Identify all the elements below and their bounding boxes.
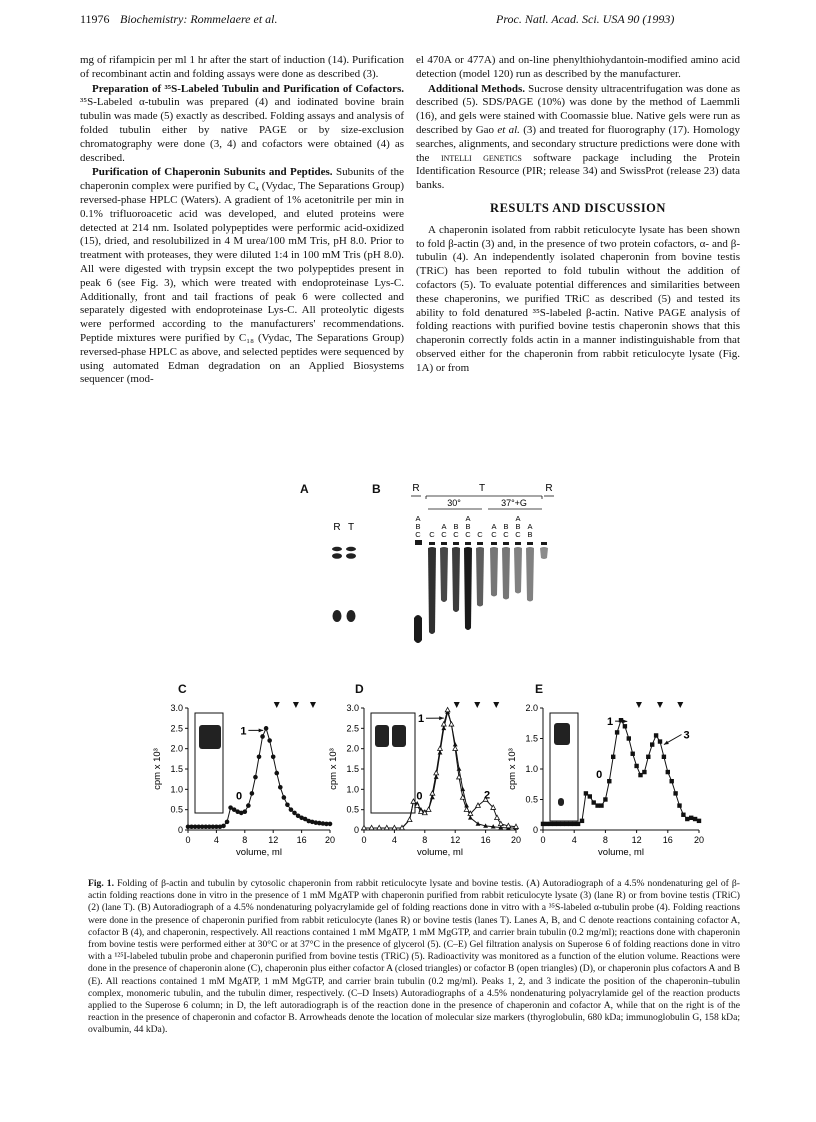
panel-d-label: D <box>355 682 364 696</box>
data-point <box>289 807 294 812</box>
inset-autoradiograph <box>550 713 578 821</box>
lane-label: A <box>465 514 471 523</box>
x-tick-label: 12 <box>268 835 279 845</box>
y-tick-label: 0.5 <box>346 804 359 815</box>
data-point <box>681 813 685 817</box>
data-point <box>250 791 255 796</box>
lane-label: C <box>453 530 459 539</box>
x-tick-label: 12 <box>631 835 642 845</box>
size-marker-arrowhead <box>657 702 663 708</box>
size-marker-arrowhead <box>310 702 316 708</box>
section-title: RESULTS AND DISCUSSION <box>490 200 666 215</box>
x-axis-label: volume, ml <box>417 847 463 858</box>
data-point <box>495 815 500 819</box>
x-tick-label: 16 <box>296 835 307 845</box>
peak-annotation: 2 <box>484 789 491 802</box>
y-tick-label: 1.5 <box>346 764 359 774</box>
y-tick-label: 2.0 <box>525 703 538 713</box>
y-axis-label: cpm x 10³ <box>507 748 518 790</box>
size-marker-arrowhead <box>493 702 499 708</box>
annotation-arrowhead <box>259 728 264 732</box>
temp-label-30: 30° <box>447 498 461 508</box>
y-tick-label: 0.5 <box>170 804 183 815</box>
y-tick-label: 2.0 <box>346 743 359 754</box>
size-marker-arrowhead <box>454 702 460 708</box>
data-point <box>426 807 431 811</box>
y-tick-label: 0.5 <box>525 794 538 805</box>
data-point <box>274 771 279 776</box>
data-point <box>662 755 666 759</box>
x-tick-label: 16 <box>480 835 491 845</box>
data-point <box>611 755 615 759</box>
chart-panel-c <box>150 700 335 872</box>
data-point <box>634 764 638 768</box>
data-point <box>599 803 603 807</box>
panel-a-gel <box>326 515 366 630</box>
left-column <box>80 54 404 388</box>
paragraph-heading: Purification of Chaperonin Subunits and Peptides. <box>92 166 333 179</box>
data-point <box>568 822 572 826</box>
data-point <box>592 800 596 804</box>
data-point <box>545 822 549 826</box>
size-marker-arrowhead <box>677 702 683 708</box>
lane-label-r: R <box>333 522 341 533</box>
data-point <box>646 755 650 759</box>
chart-panel-e <box>505 700 705 872</box>
lane-label: A <box>415 514 421 523</box>
lane-label: C <box>515 530 521 539</box>
inset-band <box>558 798 564 806</box>
data-point <box>564 822 568 826</box>
data-point <box>607 779 611 783</box>
data-point <box>438 746 443 750</box>
lane-label: B <box>415 522 421 531</box>
inset-band <box>392 725 406 747</box>
data-point <box>603 797 607 801</box>
data-point <box>658 739 662 743</box>
data-point <box>243 809 248 814</box>
gel-smears <box>414 540 548 643</box>
running-head-right: Proc. Natl. Acad. Sci. USA 90 (1993) <box>496 12 675 26</box>
peak-annotation: 0 <box>416 790 423 803</box>
paragraph: Preparation of ³⁵S-Labeled Tubulin and Purification of Cofactors. ³⁵S-Labeled α-tubulin was prepared (4) and iodinated bovine brain tubulin was made (5) exactly as described. Folding assays and analysis of folded tubulin either by native PAGE or by size-exclusion chromatography were done (3, 4) and cofactors were obtained (4) as described. <box>80 82 404 164</box>
data-point <box>221 824 226 829</box>
x-tick-label: 4 <box>391 835 397 845</box>
paragraph-heading: Additional Methods. <box>428 82 525 95</box>
y-tick-label: 3.0 <box>346 703 359 713</box>
data-point <box>282 795 287 800</box>
lane-label-t: T <box>347 522 355 533</box>
x-tick-label: 12 <box>450 835 461 845</box>
x-tick-label: 8 <box>602 835 608 845</box>
inset-autoradiograph <box>195 713 223 813</box>
lane-label: C <box>415 530 421 539</box>
y-tick-label: 2.0 <box>170 743 183 754</box>
data-point <box>271 755 276 760</box>
y-tick-label: 0 <box>353 825 359 835</box>
y-tick-label: 2.5 <box>346 723 359 734</box>
inset-band <box>375 725 389 747</box>
lane-label: B <box>515 522 521 531</box>
x-tick-label: 4 <box>213 835 219 845</box>
peak-annotation: 0 <box>236 790 243 803</box>
data-point <box>257 755 262 760</box>
paragraph-heading: Preparation of ³⁵S-Labeled Tubulin and Purification of Cofactors. <box>92 82 404 95</box>
x-axis-label: volume, ml <box>598 847 644 858</box>
x-tick-label: 20 <box>510 835 521 845</box>
data-point <box>627 736 631 740</box>
lane-label: C <box>441 530 447 539</box>
caption-lead: Fig. 1. <box>88 878 114 889</box>
data-point <box>572 822 576 826</box>
x-tick-label: 16 <box>662 835 673 845</box>
lane-label: C <box>465 530 471 539</box>
peak-annotation: 0 <box>596 769 603 782</box>
panel-b-label: B <box>372 482 381 496</box>
data-point <box>553 822 557 826</box>
panel-b-gel <box>408 480 558 660</box>
data-point <box>549 822 553 826</box>
lane-label: C <box>477 530 483 539</box>
data-point <box>253 775 258 780</box>
data-point <box>685 817 689 821</box>
data-point <box>623 724 627 728</box>
figure-caption: Fig. 1. Folding of β-actin and tubulin by cytosolic chaperonin from rabbit reticulocyte lysate and bovine testis. (A) Autoradiograph of a 4.5% nondenaturing gel of β-actin folding reactions done in vitro in the presence of 1 mM MgATP with chaperonin purified from rabbit reticulocyte lysate (3) (lane R) or from bovine testis (TRiC) (2) (lane T). (B) Autoradiograph of a 4.5% nondenaturing polyacrylamide gel of folding reactions done in vitro with a ³⁵S-labeled α-tubulin probe (4). Folding reactions were done in the presence of chaperonin purified from rabbit reticulocyte (lanes R) or bovine testis (lanes T). Lanes A, B, and C denote reactions containing cofactor A, cofactor B (4), and chaperonin, respectively. All reactions contained 1 mM MgATP, 1 mM MgGTP, and carrier brain tubulin (0.2 mg/ml); reactions done with chaperonin from bovine testis were performed either at 30°C or at 37°C in the presence of glycerol (5). (C–E) Gel filtration analysis on Superose 6 of folding reactions done in vitro with a ¹²⁵I-labeled tubulin probe and chaperonin purified from bovine testis (TRiC) (5). Radioactivity was monitored as a function of the elution volume. Reactions were done in the presence of chaperonin alone (C), chaperonin plus either cofactor A (closed triangles) or cofactor B (open triangles) (D), or chaperonin plus cofactors A and B (E). All reactions contained 1 mM MgATP, 1 mM MgGTP, and carrier brain tubulin (0.2 mg/ml). Peaks 1, 2, and 3 indicate the position of the chaperonin–tubulin complex, monomeric tubulin, and the tubulin dimer, respectively. (C–D Insets) Autoradiographs of a 4.5% nondenaturing polyacrylamide gel of the reaction products applied to the Superose 6 column; in D, the left autoradiograph is of the reaction done in the presence of chaperonin and cofactor A, while that on the right is of the reaction in the presence of chaperonin and cofactor B. Arrowheads denote the location of molecular size markers (thyroglobulin, 680 kDa; immunoglobulin G, 158 kDa; ovalbumin, 44 kDa). <box>88 878 740 1036</box>
lane-label: B <box>503 522 509 531</box>
y-axis-label: cpm x 10³ <box>152 748 163 790</box>
y-tick-label: 1.5 <box>525 733 538 744</box>
data-point <box>246 803 251 808</box>
data-point <box>225 820 230 825</box>
inset-band <box>554 723 570 745</box>
lane-label: A <box>441 522 447 531</box>
data-point <box>638 773 642 777</box>
lane-label: A <box>515 514 521 523</box>
panel-a-label: A <box>300 482 309 496</box>
data-point <box>666 770 670 774</box>
data-point <box>689 816 693 820</box>
size-marker-arrowhead <box>474 702 480 708</box>
lane-label: B <box>453 522 459 531</box>
panel-e-label: E <box>535 682 544 696</box>
data-point <box>453 746 458 750</box>
peak-annotation: 1 <box>240 725 247 738</box>
group-label: R <box>545 483 553 494</box>
y-tick-label: 1.0 <box>170 784 183 795</box>
data-point <box>670 779 674 783</box>
y-axis-label: cpm x 10³ <box>328 748 339 790</box>
data-point <box>556 822 560 826</box>
x-tick-label: 0 <box>361 835 367 845</box>
running-head-left: Biochemistry: Rommelaere et al. <box>120 12 278 26</box>
x-axis-label: volume, ml <box>236 847 282 858</box>
data-point <box>584 791 588 795</box>
data-point <box>697 819 701 823</box>
lane-label: C <box>429 530 435 539</box>
group-label: R <box>412 483 420 494</box>
data-point <box>464 807 469 811</box>
peak-annotation: 1 <box>607 716 614 729</box>
peak-annotation: 3 <box>683 729 690 742</box>
lane-label: B <box>527 530 533 539</box>
y-tick-label: 1.0 <box>525 764 538 774</box>
x-tick-label: 4 <box>571 835 577 845</box>
y-tick-label: 2.5 <box>170 723 183 734</box>
data-point <box>560 822 564 826</box>
lane-label: A <box>491 522 497 531</box>
data-point <box>673 791 677 795</box>
data-point <box>434 770 439 774</box>
data-point <box>576 822 580 826</box>
data-point <box>264 726 269 731</box>
right-column <box>416 54 740 377</box>
annotation-arrowhead <box>623 719 628 723</box>
bracket-lines <box>411 496 554 509</box>
data-point <box>595 803 599 807</box>
paragraph: A chaperonin isolated from rabbit reticulocyte lysate has been shown to fold β-actin (3) and, in the presence of two protein cofactors, α- and β-tubulin (4). An independently isolated chaperonin from bovine testis (TRiC) has been reported to fold tubulin without the addition of cofactors (5). To evaluate potential differences and similarities between these chaperonins, we purified TRiC as described (5) and tested its ability to fold denatured ³⁵S-labeled β-actin. Native PAGE analysis of folding reactions with purified bovine testis chaperonin shows that this chaperonin correctly folds actin in a manner indistinguishable from that observed either for the chaperonin from rabbit reticulocyte lysate (Fig. 1A) or from <box>416 223 740 374</box>
paragraph: mg of rifampicin per ml 1 hr after the start of induction (14). Purification of recombinant actin and folding assays were done as described (3). <box>80 54 404 80</box>
y-tick-label: 1.5 <box>170 764 183 774</box>
annotation-arrowhead <box>439 716 444 720</box>
data-point <box>642 770 646 774</box>
data-point <box>292 811 297 816</box>
temp-label-37g: 37°+G <box>501 498 527 508</box>
gel-bands <box>332 547 356 622</box>
data-point <box>267 738 272 743</box>
data-point <box>449 722 454 726</box>
lane-label: A <box>527 522 533 531</box>
x-tick-label: 8 <box>422 835 428 845</box>
panel-c-label: C <box>178 682 187 696</box>
x-tick-label: 0 <box>185 835 191 845</box>
data-point <box>615 730 619 734</box>
data-point <box>631 752 635 756</box>
x-tick-label: 8 <box>242 835 248 845</box>
data-point <box>588 794 592 798</box>
y-tick-label: 0 <box>177 825 183 835</box>
y-tick-label: 1.0 <box>346 784 359 795</box>
data-point <box>654 733 658 737</box>
data-point <box>260 734 265 739</box>
size-marker-arrowhead <box>636 702 642 708</box>
page-number: 11976 <box>80 12 110 26</box>
peak-annotation: 1 <box>417 713 425 726</box>
paragraph: Additional Methods. Sucrose density ultracentrifugation was done as described (5). SDS/PAGE (10%) was done by the method of Laemmli (16), and gels were stained with Coomassie blue. Native gels were run as described by Gao et al. (3) and treated for fluorography (17). Homology searches, alignments, and secondary structure predictions were done with the intelli genetics software package including the Protein Identification Resource (PIR; release 34) and SwissProt (release 23) data banks. <box>416 82 741 192</box>
x-tick-label: 20 <box>324 835 335 845</box>
lane-label: C <box>491 530 497 539</box>
data-point <box>541 822 545 826</box>
size-marker-arrowhead <box>274 702 280 708</box>
group-label: T <box>478 483 486 494</box>
lane-label: B <box>465 522 471 531</box>
data-point <box>285 802 290 807</box>
x-tick-label: 20 <box>693 835 705 845</box>
paragraph: el 470A or 477A) and on-line phenylthiohydantoin-modified amino acid detection (model 120) run as described by the manufacturer. <box>416 54 740 80</box>
lane-labels <box>415 514 532 539</box>
x-tick-label: 0 <box>540 835 546 845</box>
data-point <box>693 817 697 821</box>
y-tick-label: 3.0 <box>170 703 183 713</box>
data-point <box>430 791 435 795</box>
paragraph: Purification of Chaperonin Subunits and Peptides. Subunits of the chaperonin complex were purified by C₄ (Vydac, The Separations Group) reversed-phase HPLC (Waters). A gradient of 1% acetonitrile per min in 0.1% trifluoroacetic acid was developed, and eluted proteins were detected at 214 nm. Isolated polypeptides were performic acid-oxidized (15), dried, and resolubilized in 4 M urea/100 mM Tris, pH 8.0. Prior to treatment with proteases, they were diluted 1:4 in 100 mM Tris (pH 8.0). All were digested with trypsin except the two polypeptides present in peak 6 (see Fig. 3), which were treated with endoproteinase Lys-C. Additionally, front and tail fractions of peak 6 were collected and separately digested with endoproteinase Lys-C. All proteolytic digests were performed according to the manufacturers' recommendations. Peptide mixtures were purified by C₁₈ (Vydac, The Separations Group) reversed-phase HPLC as above, and selected peptides were sequenced by using automated Edman degradation on an Applied Biosystems sequencer (mod- <box>80 166 404 386</box>
data-point <box>580 819 584 823</box>
data-point <box>677 803 681 807</box>
chart-panel-d <box>326 700 521 872</box>
data-point <box>278 785 283 790</box>
size-marker-arrowhead <box>293 702 299 708</box>
inset-band <box>199 725 221 749</box>
lane-label: C <box>503 530 509 539</box>
data-point <box>445 707 450 711</box>
y-tick-label: 0 <box>532 825 538 835</box>
inset-autoradiograph <box>371 713 415 813</box>
data-point <box>407 817 412 821</box>
data-point <box>650 742 654 746</box>
